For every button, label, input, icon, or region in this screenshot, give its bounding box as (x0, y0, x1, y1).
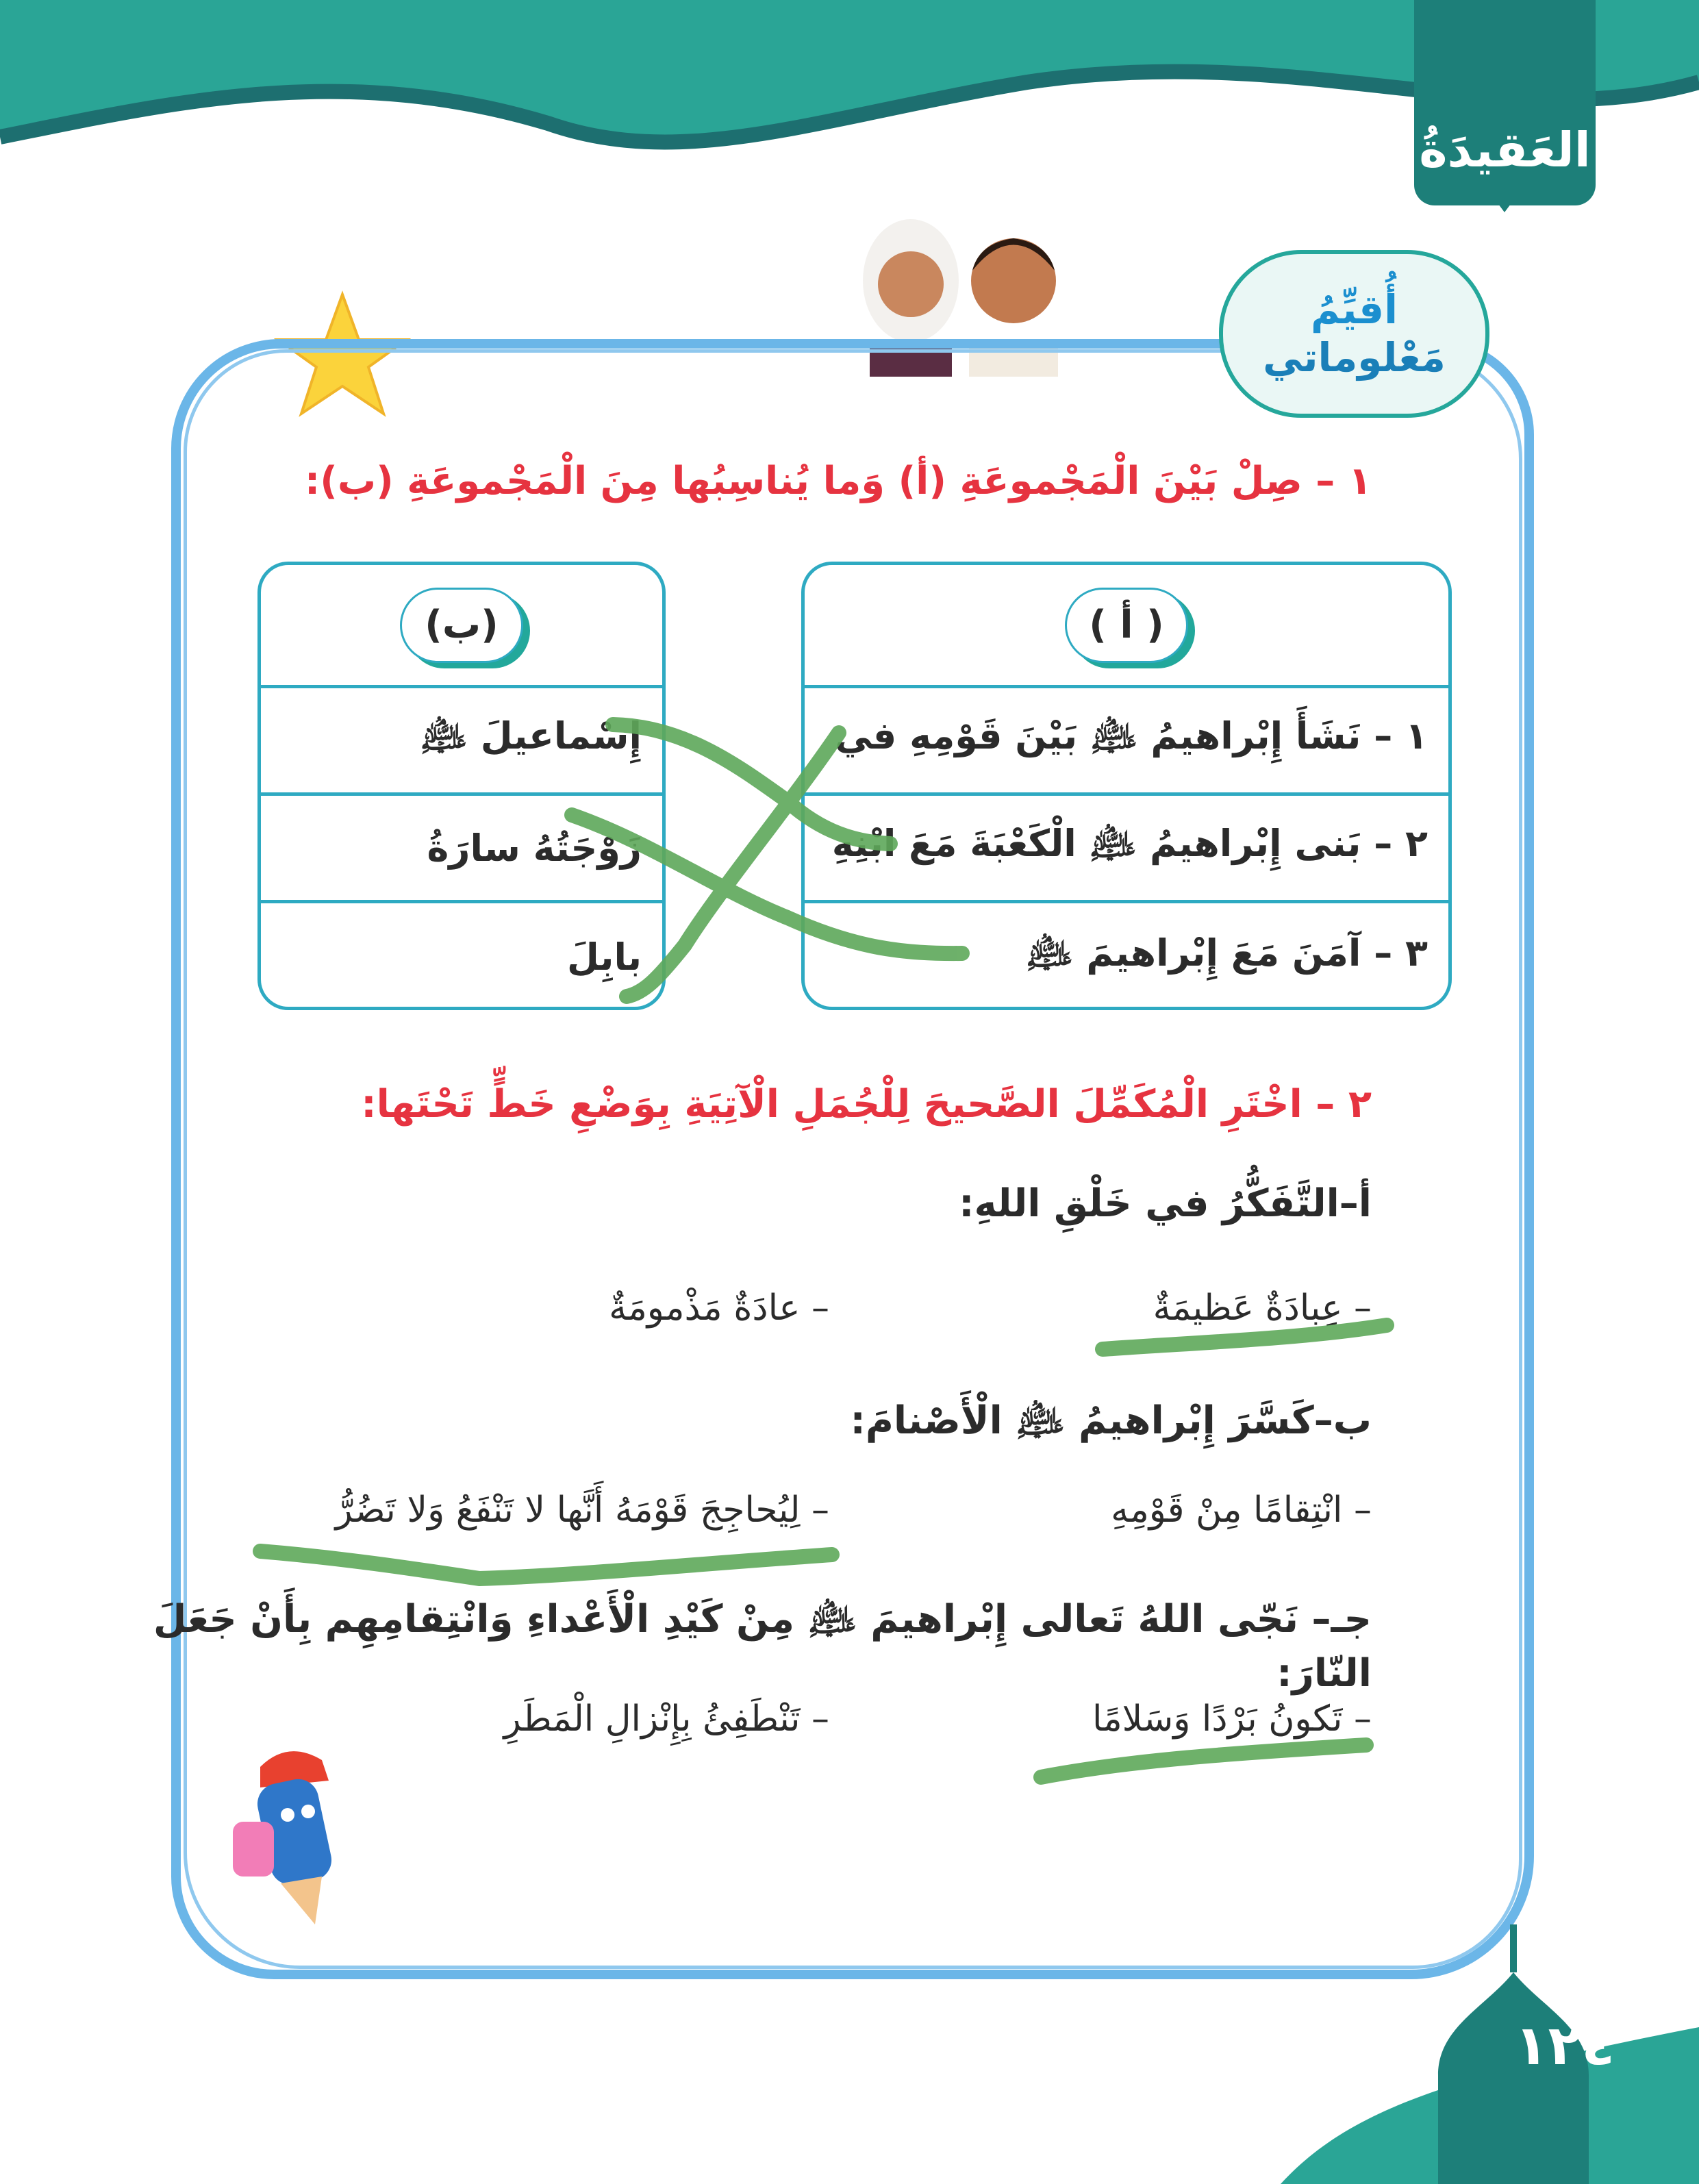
question-1-title: ١ – صِلْ بَيْنَ الْمَجْموعَةِ (أ) وَما يُناسِبُها مِنَ الْمَجْموعَةِ (ب): (304, 459, 1372, 503)
group-b-item[interactable]: إِسْماعيلَ ﵇ (261, 688, 662, 796)
group-b-header: (ب) (400, 588, 523, 663)
item-c-stem: جـ– نَجّى اللهُ تَعالى إِبْراهيمَ ﵇ مِنْ كَيْدِ الْأَعْداءِ وَانْتِقامِهِم بِأَنْ جَعَلَ النّارَ: (153, 1597, 1372, 1696)
group-b-table (257, 562, 666, 1010)
badge-line1: أُقيِّمُ (1310, 286, 1398, 333)
item-b-option-2[interactable]: – لِيُحاجِجَ قَوْمَهُ أَنَّها لا تَنْفَعُ وَلا تَضُرُّ (335, 1490, 829, 1531)
item-a-option-1[interactable]: – عِبادَةٌ عَظيمَةٌ (1153, 1288, 1372, 1329)
pencil-mascot (219, 1740, 404, 1945)
group-a-item[interactable]: ٣ – آمَنَ مَعَ إِبْراهيمَ ﵇ (1025, 931, 1428, 975)
group-a-item[interactable]: ١ – نَشَأَ إِبْراهيمُ ﵇ بَيْنَ قَوْمِهِ في (805, 688, 1448, 796)
subject-tab (1414, 0, 1596, 205)
question-2-title: ٢ – اخْتَرِ الْمُكَمِّلَ الصَّحيحَ لِلْجُمَلِ الْآتِيَةِ بِوَضْعِ خَطٍّ تَحْتَها: (361, 1082, 1372, 1127)
group-a-header: ( أ ) (1065, 588, 1188, 663)
group-a-table (801, 562, 1452, 1010)
subject-title: العَقيدَةُ (1419, 122, 1591, 178)
item-b-stem: ب–كَسَّرَ إِبْراهيمُ ﵇ الْأَصْنامَ: (850, 1398, 1372, 1443)
item-c-option-2[interactable]: – تَنْطَفِئُ بِإِنْزالِ الْمَطَرِ (503, 1698, 829, 1740)
group-a-item[interactable]: ٢ – بَنى إِبْراهيمُ ﵇ الْكَعْبَةَ مَعَ ابْنِهِ (805, 796, 1448, 903)
group-b-item[interactable]: بابِلَ (566, 936, 642, 979)
item-a-option-2[interactable]: – عادَةٌ مَذْمومَةٌ (609, 1288, 829, 1329)
group-b-item[interactable]: زَوْجَتُهُ سارَةُ (261, 796, 662, 903)
page-number: ١٢٤ (1514, 2013, 1615, 2077)
item-c-option-1[interactable]: – تَكونُ بَرْدًا وَسَلامًا (1092, 1698, 1372, 1740)
item-b-option-1[interactable]: – انْتِقامًا مِنْ قَوْمِهِ (1111, 1490, 1372, 1531)
assess-knowledge-badge (1219, 250, 1489, 418)
item-a-stem: أ–التَّفَكُّرُ في خَلْقِ اللهِ: (959, 1181, 1372, 1226)
badge-line2: مَعْلوماتي (1263, 334, 1446, 381)
